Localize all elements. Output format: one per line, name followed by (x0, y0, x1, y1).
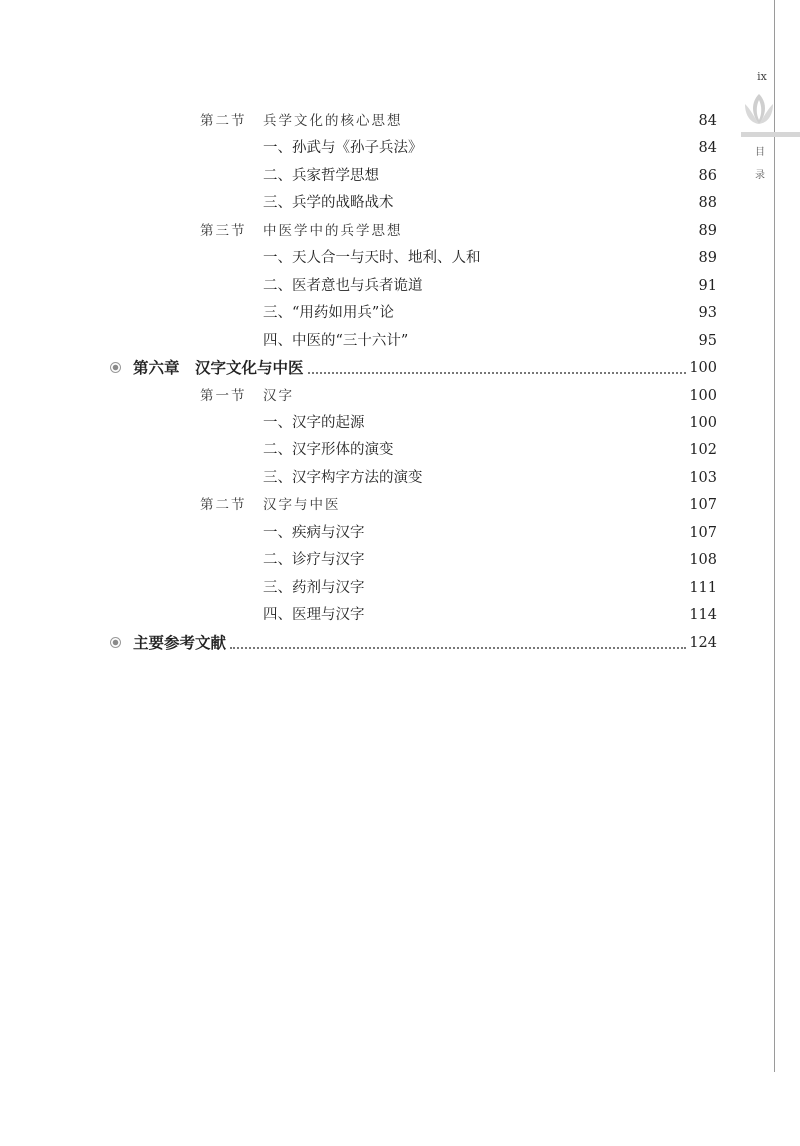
item-title: 三、“用药如用兵”论 (263, 305, 394, 322)
side-label-lu: 录 (755, 170, 765, 181)
toc-item-row[interactable] (0, 137, 800, 159)
toc-section-row[interactable] (0, 385, 800, 407)
page-ref: 100 (689, 387, 717, 404)
toc-item-row[interactable] (0, 577, 800, 599)
toc-item-row[interactable] (0, 247, 800, 269)
item-title: 三、兵学的战略战术 (263, 195, 394, 212)
page-ref: 86 (698, 167, 717, 184)
header-band (741, 132, 800, 137)
page-number: ix (757, 70, 767, 83)
page-ref: 108 (689, 552, 717, 569)
page-ref: 89 (698, 250, 717, 267)
toc-item-row[interactable] (0, 192, 800, 214)
section-number: 第二节 (200, 113, 247, 129)
page-ref: 91 (698, 277, 717, 294)
toc-item-row[interactable] (0, 275, 800, 297)
item-title: 二、兵家哲学思想 (263, 167, 379, 184)
toc-item-row[interactable] (0, 439, 800, 461)
item-title: 四、中医的“三十六计” (263, 332, 409, 349)
toc-item-row[interactable] (0, 467, 800, 489)
item-title: 三、药剂与汉字 (263, 579, 365, 596)
chapter-title: 主要参考文献 (133, 632, 227, 652)
page-ref: 95 (698, 332, 717, 349)
page-ref: 88 (698, 195, 717, 212)
section-title: 兵学文化的核心思想 (263, 113, 403, 129)
page-ref: 100 (689, 360, 717, 377)
chapter-bullet-icon (110, 362, 121, 373)
item-title: 四、医理与汉字 (263, 607, 365, 624)
section-title: 中医学中的兵学思想 (263, 222, 403, 239)
page-ref: 111 (689, 579, 717, 596)
toc-item-row[interactable] (0, 549, 800, 571)
section-number: 第一节 (200, 387, 247, 404)
item-title: 三、汉字构字方法的演变 (263, 469, 423, 486)
item-title: 二、诊疗与汉字 (263, 552, 365, 569)
section-title: 汉字与中医 (263, 497, 341, 514)
item-title: 一、天人合一与天时、地利、人和 (263, 250, 481, 267)
page-ref: 107 (689, 524, 717, 541)
page-ref: 102 (689, 442, 717, 459)
page-ref: 100 (689, 414, 717, 431)
page-ref: 107 (689, 497, 717, 514)
page-ref: 114 (689, 607, 717, 624)
page-ref: 103 (689, 469, 717, 486)
toc-section-row[interactable] (0, 110, 800, 132)
page-ref: 84 (698, 140, 717, 157)
toc-item-row[interactable] (0, 165, 800, 187)
leader-dots (308, 372, 686, 374)
item-title: 一、疾病与汉字 (263, 524, 365, 541)
page-ref: 93 (698, 305, 717, 322)
chapter-title: 第六章 汉字文化与中医 (133, 358, 304, 378)
chapter-bullet-icon (110, 637, 121, 648)
side-label-mu: 目 (755, 147, 765, 158)
item-title: 二、汉字形体的演变 (263, 442, 394, 459)
page-ref: 89 (698, 222, 717, 239)
toc-item-row[interactable] (0, 302, 800, 324)
page-ref: 84 (698, 113, 717, 129)
toc-section-row[interactable] (0, 494, 800, 516)
section-number: 第三节 (200, 222, 247, 239)
item-title: 一、孙武与《孙子兵法》 (263, 140, 423, 157)
section-title: 汉字 (263, 387, 294, 404)
toc-chapter-row[interactable] (0, 357, 800, 379)
toc-chapter-row[interactable] (0, 632, 800, 654)
item-title: 二、医者意也与兵者诡道 (263, 277, 423, 294)
item-title: 一、汉字的起源 (263, 414, 365, 431)
page-ref: 124 (689, 634, 717, 651)
toc-item-row[interactable] (0, 412, 800, 434)
section-number: 第二节 (200, 497, 247, 514)
toc-item-row[interactable] (0, 330, 800, 352)
toc-section-row[interactable] (0, 220, 800, 242)
toc-item-row[interactable] (0, 604, 800, 626)
leader-dots (230, 647, 686, 649)
toc-item-row[interactable] (0, 522, 800, 544)
